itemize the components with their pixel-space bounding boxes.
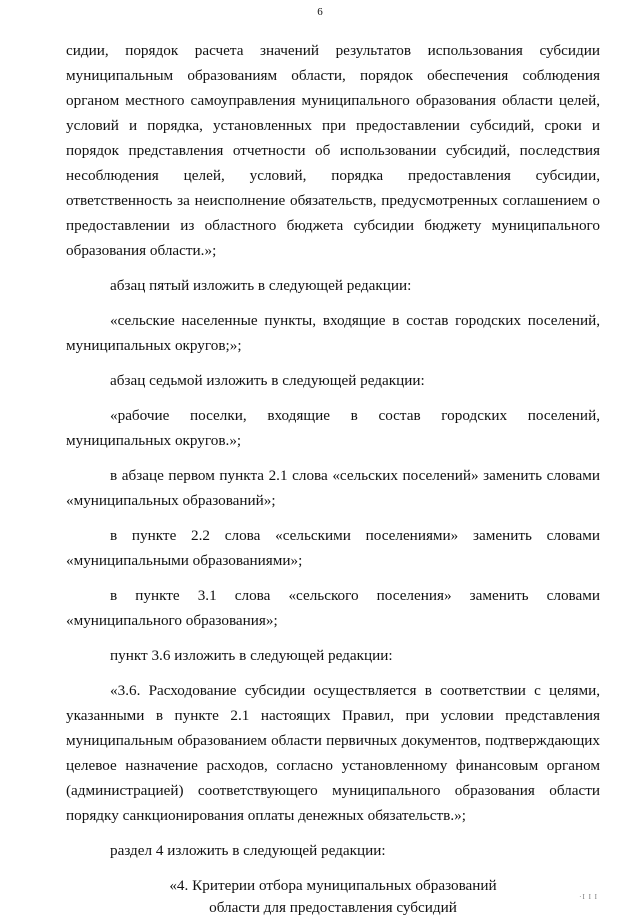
page-number: 6 [317,6,323,18]
paragraph-continuation: сидии, порядок расчета значений результатов использования субсидии муниципальным образованиям области, порядок обеспечения соблюдения органом местного самоуправления муниципального образования области целей, условий и порядка, установленных при предоставлении субсидий, сроки и порядок представления отчетности об использовании субсидий, последствия несоблюдения целей, условий, порядка предоставления субсидии, ответственность за неисполнение обязательств, предусмотренных соглашением о предоставлении из областного бюджета субсидии бюджету муниципального образования области.»; [66,42,600,259]
paragraph-amend-5: абзац пятый изложить в следующей редакции: [110,277,412,294]
paragraph-clause-3-1: в пункте 3.1 слова «сельского поселения» заменить словами «муниципального образования»; [66,587,600,629]
paragraph-quote-workers: «рабочие поселки, входящие в состав городских поселений, муниципальных округов.»; [66,407,600,449]
section-heading-line-2: области для предоставления субсидий [209,899,457,916]
paragraph-clause-2-2: в пункте 2.2 слова «сельскими поселениями» заменить словами «муниципальными образованиями»; [66,527,600,569]
document-body [66,38,600,919]
section-heading [66,875,600,919]
section-heading-line-1: «4. Критерии отбора муниципальных образований [169,877,497,894]
paragraph-amend-7: абзац седьмой изложить в следующей редакции: [110,372,425,389]
scan-mark: ·I I I [579,893,598,901]
paragraph-quote-3-6: «3.6. Расходование субсидии осуществляется в соответствии с целями, указанными в пункте 2.1 настоящих Правил, при условии представления муниципальным образованием области первичных документов, подтверждающих целевое назначение расходов, согласно установленному финансовым органом (администрацией) соответствующего муниципального образования области порядку санкционирования оплаты денежных обязательств.»; [66,682,600,824]
paragraph-section-4: раздел 4 изложить в следующей редакции: [110,842,386,859]
paragraph-clause-3-6: пункт 3.6 изложить в следующей редакции: [110,647,393,664]
paragraph-quote-rural: «сельские населенные пункты, входящие в состав городских поселений, муниципальных округов;»; [66,312,600,354]
paragraph-clause-2-1: в абзаце первом пункта 2.1 слова «сельских поселений» заменить словами «муниципальных образований»; [66,467,600,509]
